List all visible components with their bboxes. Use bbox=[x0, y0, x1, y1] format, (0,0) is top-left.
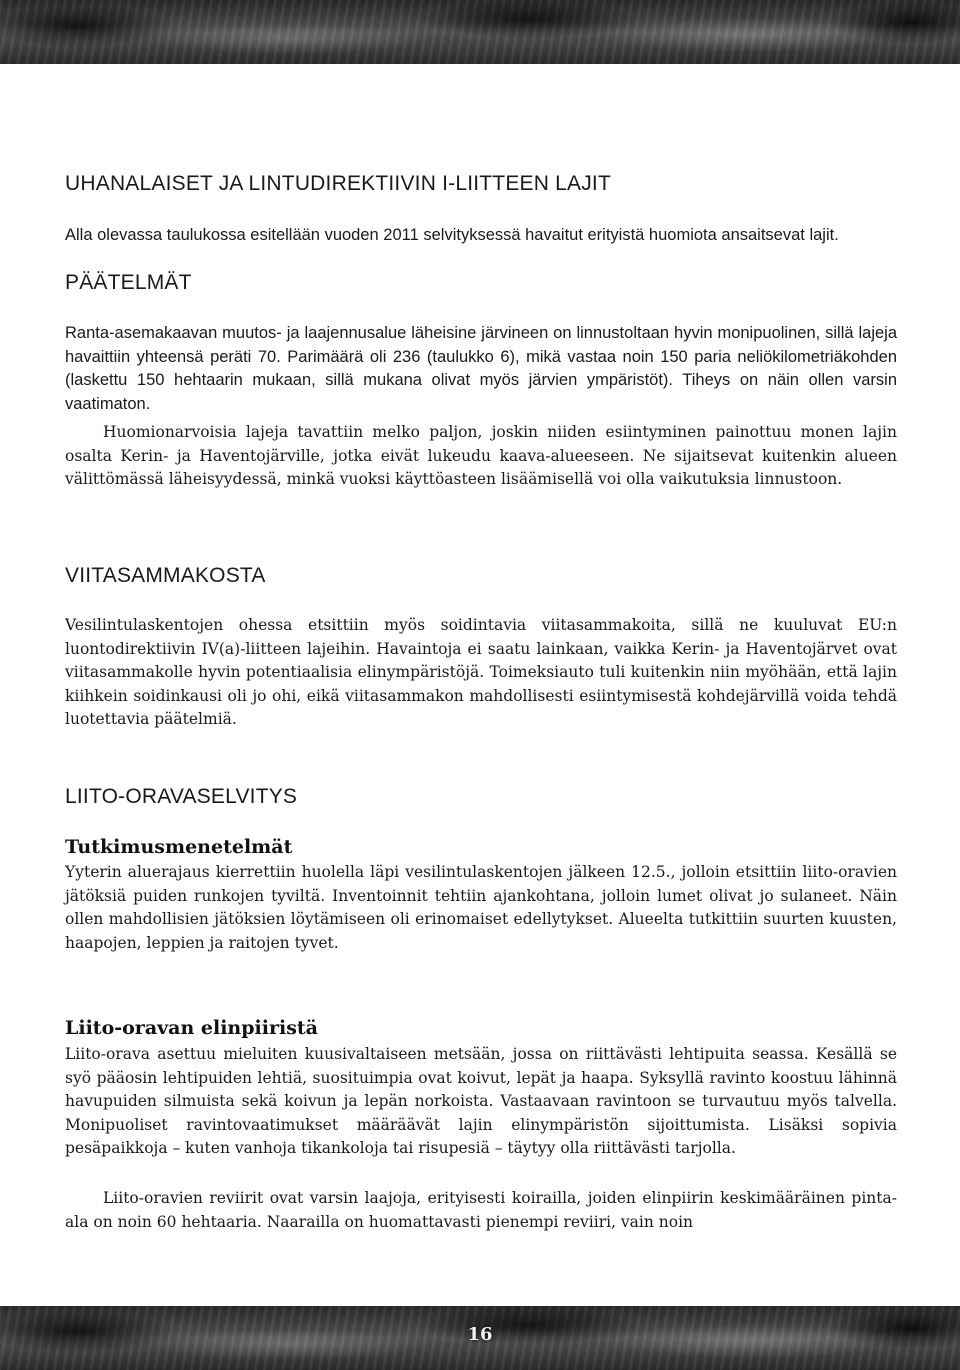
header-rock-banner bbox=[0, 0, 960, 64]
paragraph-threatened-species: Alla olevassa taulukossa esitellään vuoden 2011 selvityksessä havaitut erityistä huomiota ansaitsevat lajit. bbox=[65, 226, 839, 244]
paragraph-conclusions-2: Huomionarvoisia lajeja tavattiin melko paljon, joskin niiden esiintyminen painottuu monen lajin osalta Kerin- ja Haventojärville, jotka eivät lukeudu kaava-alueeseen. Ne sijaitsevat kuitenkin alueen välittömässä läheisyydessä, minkä vuoksi käyttöasteen lisäämisellä voi olla vaikutuksia linnustoon. bbox=[65, 423, 897, 489]
heading-habitat: Liito-oravan elinpiiristä bbox=[65, 1017, 318, 1039]
heading-flying-squirrel: LIITO-ORAVASELVITYS bbox=[65, 785, 298, 808]
heading-conclusions: PÄÄTELMÄT bbox=[65, 271, 192, 294]
paragraph-habitat-1: Liito-orava asettuu mieluiten kuusivaltaiseen metsään, jossa on riittävästi lehtipuita seassa. Kesällä se syö pääosin lehtipuiden lehtiä, suosituimpia ovat koivut, lepät ja haapa. Syksyllä ravinto koostuu lähinnä havupuiden silmuista sekä koivun ja lepän norkoista. Vastaavaan ravintoon se turvautuu myös talvella. Monipuoliset ravintovaatimukset määräävät lajin elinympäristön sijoittumista. Lisäksi sopivia pesäpaikkoja – kuten vanhoja tikankoloja tai risupesiä – täytyy olla riittävästi tarjolla. bbox=[65, 1045, 897, 1158]
paragraph-methods: Yyterin aluerajaus kierrettiin huolella läpi vesilintulaskentojen jälkeen 12.5., jolloin etsittiin liito-oravien jätöksiä puiden runkojen tyviltä. Inventoinnit tehtiin ajankohtana, jolloin lumet olivat jo sulaneet. Näin ollen mahdollisien jätöksien löytämiseen oli erinomaiset edellytykset. Alueelta tutkittiin suurten kuusten, haapojen, leppien ja raitojen tyvet. bbox=[65, 863, 897, 952]
heading-methods: Tutkimusmenetelmät bbox=[65, 836, 293, 858]
heading-threatened-species: UHANALAISET JA LINTUDIREKTIIVIN I-LIITTEEN LAJIT bbox=[65, 172, 611, 195]
paragraph-conclusions-1: Ranta-asemakaavan muutos- ja laajennusalue läheisine järvineen on linnustoltaan hyvin monipuolinen, sillä lajeja havaittiin yhteensä peräti 70. Parimäärä oli 236 (taulukko 6), mikä vastaa noin 150 paria neliökilometriäkohden (laskettu 150 hehtaarin mukaan, sillä mukana olivat myös järvien ympäristöt). Tiheys on näin ollen varsin vaatimaton. bbox=[65, 324, 897, 413]
paragraph-habitat-2: Liito-oravien reviirit ovat varsin laajoja, erityisesti koirailla, joiden elinpiirin keskimääräinen pinta-ala on noin 60 hehtaaria. Naarailla on huomattavasti pienempi reviiri, vain noin bbox=[65, 1189, 897, 1231]
heading-moor-frog: VIITASAMMAKOSTA bbox=[65, 564, 266, 587]
page-number: 16 bbox=[467, 1324, 493, 1345]
paragraph-moor-frog: Vesilintulaskentojen ohessa etsittiin myös soidintavia viitasammakoita, sillä ne kuuluvat EU:n luontodirektiivin IV(a)-liitteen lajeihin. Havaintoja ei saatu lainkaan, vaikka Kerin- ja Haventojärvet ovat viitasammakolle hyvin potentiaalisia elinympäristöjä. Toimeksiauto tuli kuitenkin niin myöhään, että lajin kiihkein soidinkausi oli jo ohi, eikä viitasammakon mahdollisesti esiintymisestä kohdejärvillä voida tehdä luotettavia päätelmiä. bbox=[65, 616, 897, 729]
